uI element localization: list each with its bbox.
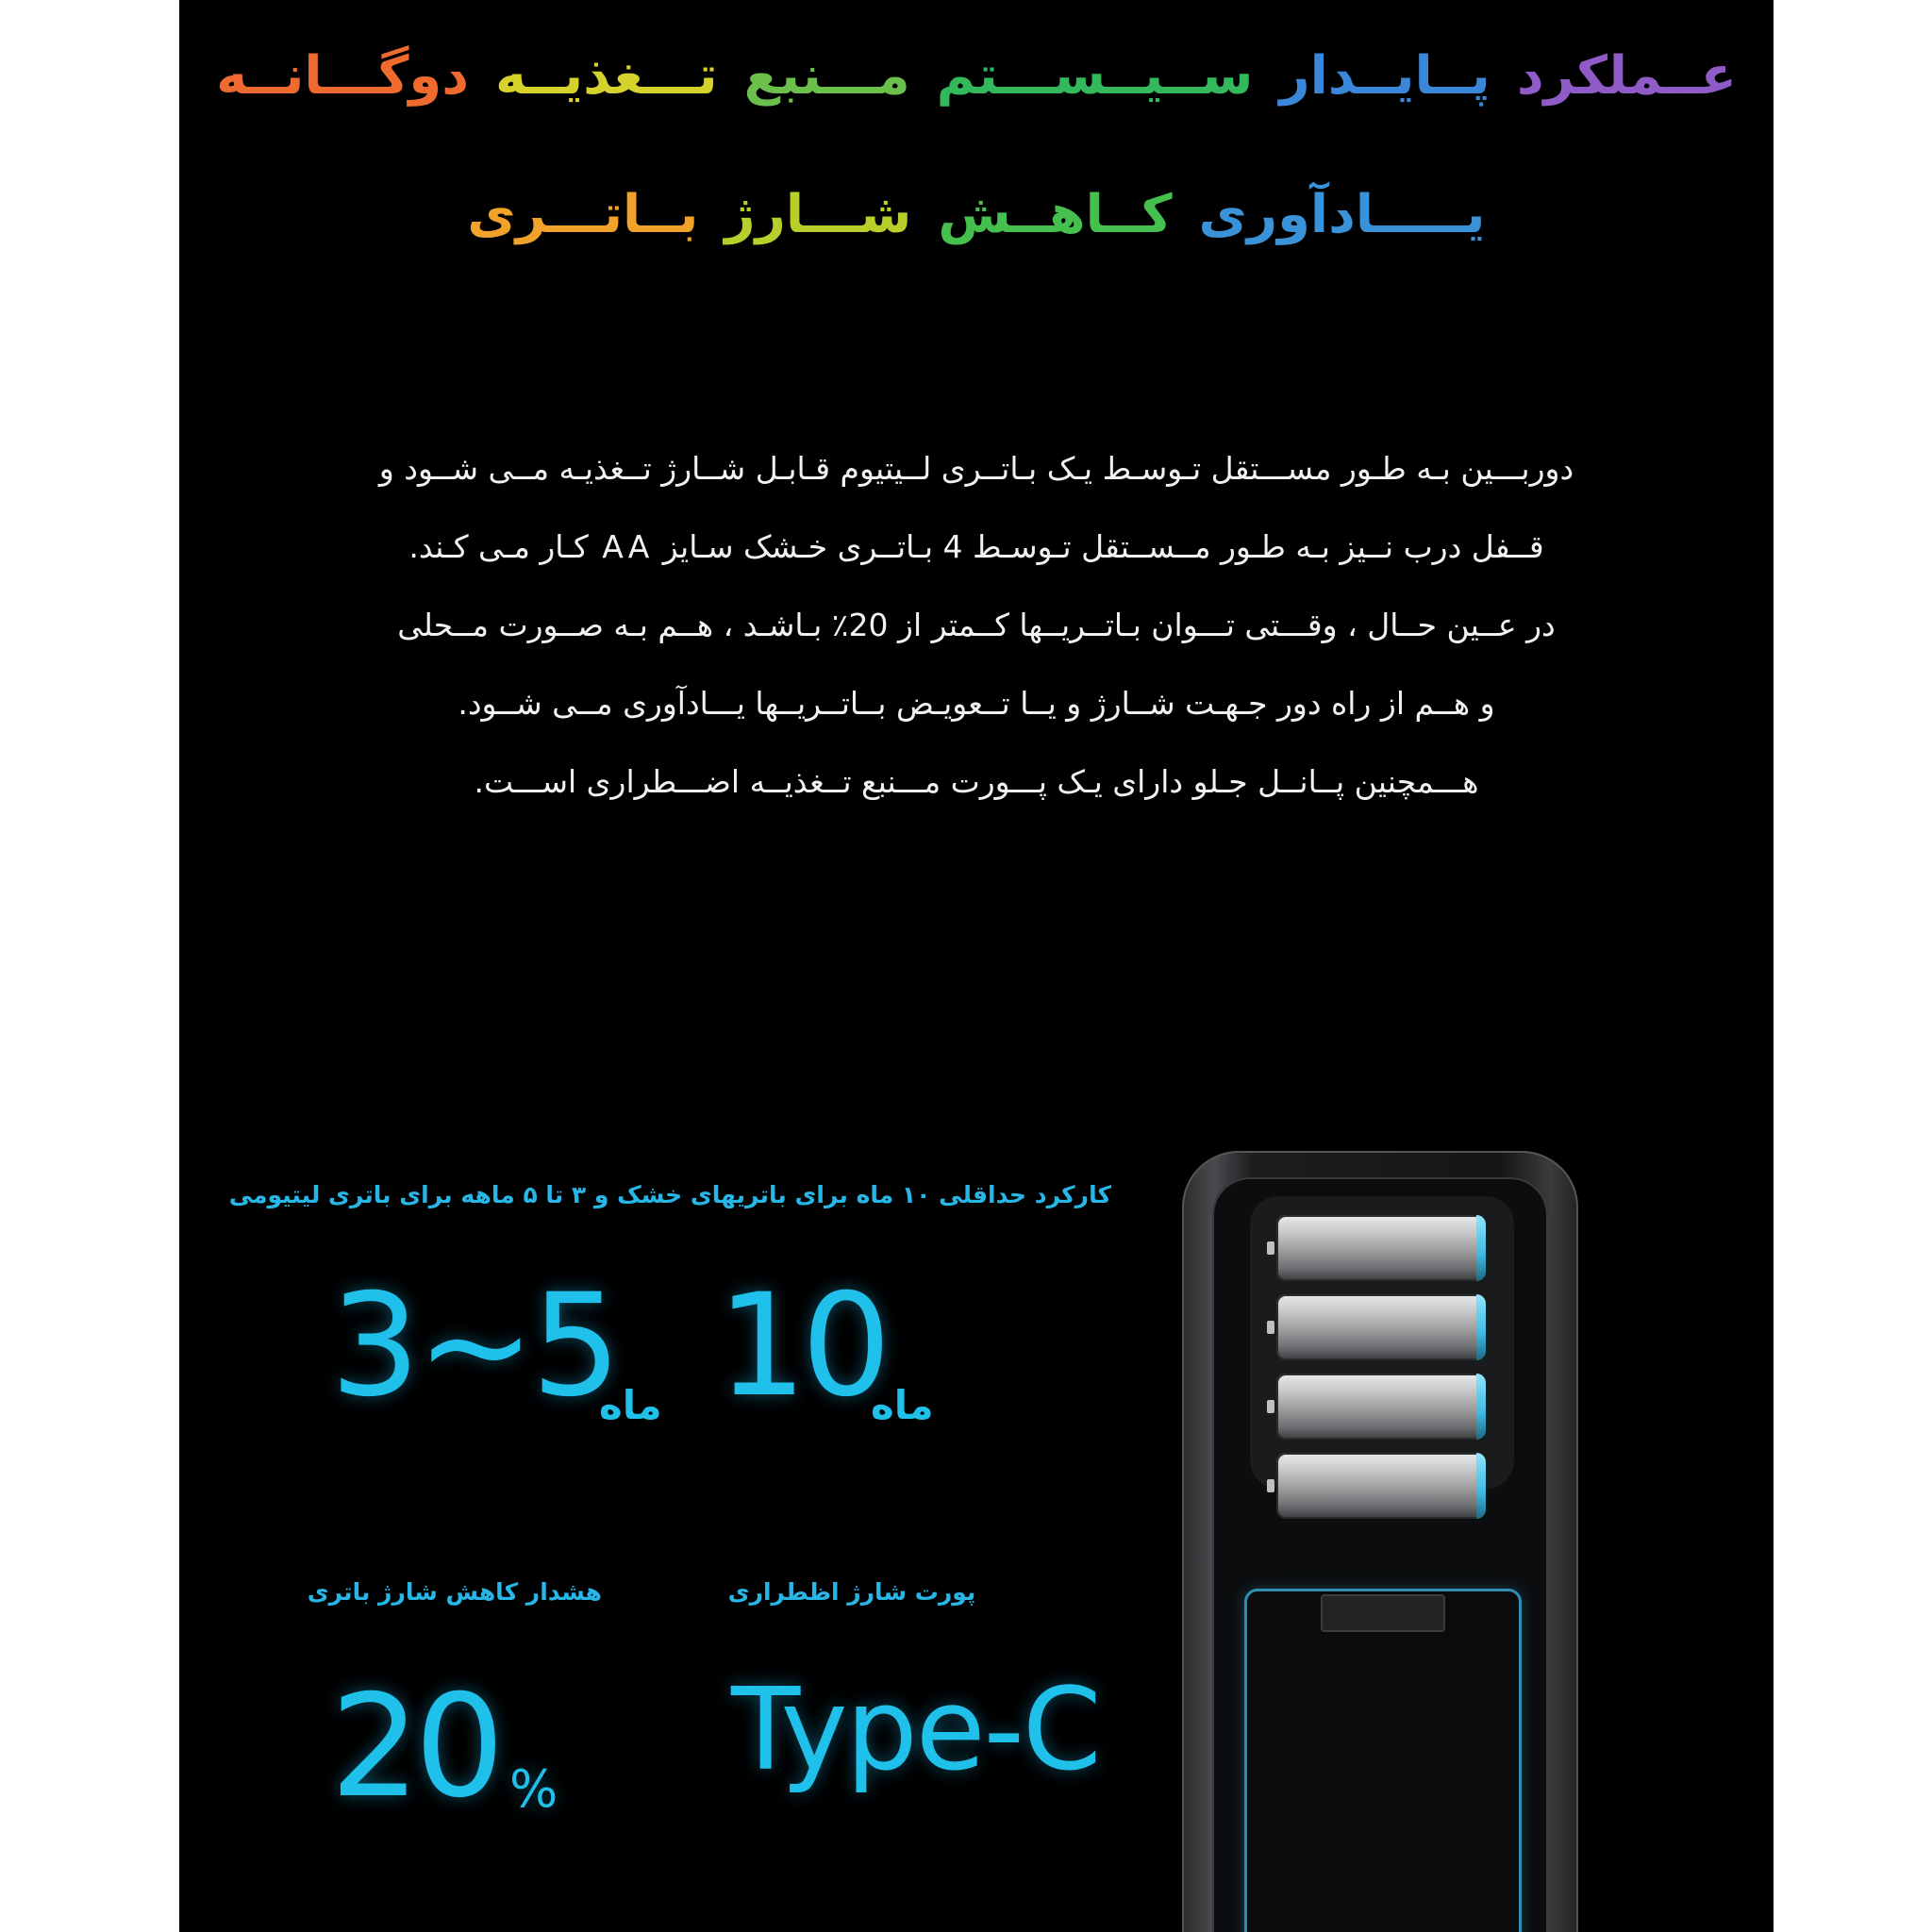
cover-latch	[1321, 1594, 1445, 1632]
description-line: دوربـــین بـه طـور مســـتقل تـوسـط یـک بـاتــری لــیتیوم قـابـل شــارژ تــغذیـه مــی شــود و	[378, 450, 1574, 487]
description-line: قــفل درب نــیز بـه طـور مــســتقل تـوسـط 4 بـاتــری خـشک سـایز AA کـار مـی کـند.	[408, 528, 1544, 565]
port-type-value: Type-C	[731, 1665, 1100, 1796]
title-line-2	[179, 184, 1774, 245]
lithium-runtime-value: 3~5	[330, 1264, 618, 1428]
product-panel	[179, 0, 1774, 1932]
door-lock-battery-compartment	[1182, 1151, 1578, 1932]
title-word: یـــــادآوری	[1198, 184, 1486, 245]
title-word: ســیــســـتم	[936, 45, 1254, 107]
lithium-runtime-unit: ماه	[599, 1382, 662, 1428]
aa-battery	[1276, 1294, 1486, 1360]
description-line: در عــین حــال ، وقـــتی تـــوان بـاتــریــها کــمتر از 20٪ بـاشـد ، هــم بـه صــورت مــحلی	[397, 607, 1556, 643]
title-word: بــاتـــری	[467, 184, 699, 245]
title-word: کــاهــش	[938, 184, 1173, 245]
battery-cover	[1244, 1589, 1522, 1932]
dry-runtime-unit: ماه	[871, 1382, 934, 1428]
title-word: شـــارژ	[724, 184, 912, 245]
low-battery-value: 20	[330, 1665, 499, 1829]
description-line: و هــم از راه دور جـهـت شــارژ و یــا تــعویـض بــاتــریــها یـــادآوری مــی شــود.	[458, 685, 1495, 722]
runtime-caption: کارکرد حداقلی ۱۰ ماه برای باتریهای خشک و ۳ تا ۵ ماهه برای باتری لیتیومی	[228, 1181, 1111, 1208]
title-word: تـــغذیــه	[494, 45, 718, 107]
port-caption: پورت شارژ اظطراری	[727, 1578, 976, 1606]
title-word: عــملکرد	[1516, 45, 1737, 107]
dry-runtime-value: 10	[717, 1264, 886, 1428]
aa-battery	[1276, 1374, 1486, 1440]
title-word: پــایــدار	[1279, 45, 1491, 107]
description-line: هـــمچنین پــانــل جـلو دارای یـک پـــورت مـــنبع تــغذیــه اضـــطراری اســـت.	[474, 763, 1479, 800]
low-battery-caption: هشدار کاهش شارژ باتری	[307, 1578, 602, 1606]
aa-battery	[1276, 1215, 1486, 1281]
description	[217, 429, 1736, 821]
device-front	[1212, 1177, 1548, 1932]
aa-battery	[1276, 1453, 1486, 1519]
title-word: دوگـــانــه	[216, 45, 469, 107]
title-word: مـــنبع	[743, 45, 910, 107]
title-line-1	[179, 45, 1774, 107]
low-battery-unit: %	[509, 1759, 558, 1819]
